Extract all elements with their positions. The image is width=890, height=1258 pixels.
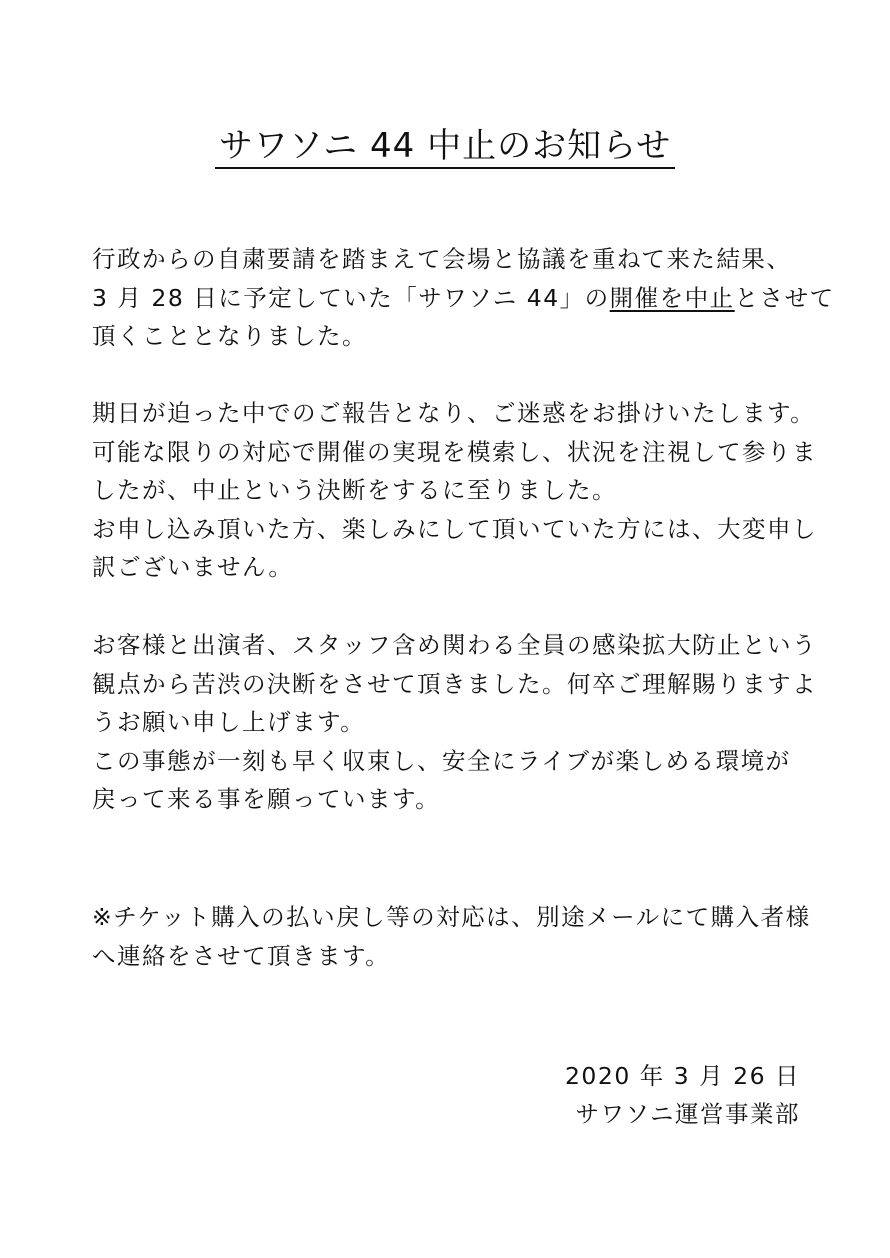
notice-title <box>0 122 890 170</box>
paragraph-line: 行政からの自粛要請を踏まえて会場と協議を重ねて来た結果、 <box>92 245 792 273</box>
signature-organization: サワソニ運営事業部 <box>575 1100 800 1128</box>
paragraph-line: ※チケット購入の払い戻し等の対応は、別途メールにて購入者様 <box>92 903 811 931</box>
paragraph-line: 訳ございません。 <box>92 553 294 581</box>
refund-note <box>92 898 832 975</box>
paragraph-apology <box>92 394 832 587</box>
paragraph-reason <box>92 626 832 819</box>
paragraph-line: 頂くこととなりました。 <box>92 322 367 350</box>
line-segment: 3 月 28 日に予定していた「サワソニ 44」の <box>92 283 610 312</box>
underlined-cancellation-text: 開催を中止 <box>609 283 735 312</box>
paragraph-line: 可能な限りの対応で開催の実現を模索し、状況を注視して参りま <box>92 437 817 466</box>
paragraph-line: へ連絡をさせて頂きます。 <box>92 941 391 970</box>
paragraph-line: うお願い申し上げます。 <box>92 708 366 736</box>
paragraph-cancellation-decision <box>92 240 835 356</box>
paragraph-line: 観点から苦渋の決断をさせて頂きました。何卒ご理解賜りますよ <box>92 669 817 698</box>
paragraph-line <box>92 279 835 318</box>
paragraph-line: 戻って来る事を願っています。 <box>92 785 441 813</box>
paragraph-line: お申し込み頂いた方、楽しみにして頂いていた方には、大変申し <box>92 514 817 543</box>
signature-date: 2020 年 3 月 26 日 <box>564 1062 800 1090</box>
paragraph-line: この事態が一刻も早く収束し、安全にライブが楽しめる環境が <box>92 746 791 775</box>
line-segment: とさせて <box>734 283 835 312</box>
notice-title-text: サワソニ 44 中止のお知らせ <box>215 126 675 169</box>
paragraph-line: お客様と出演者、スタッフ含め関わる全員の感染拡大防止という <box>92 631 817 659</box>
paragraph-line: 期日が迫った中でのご報告となり、ご迷惑をお掛けいたします。 <box>92 399 816 427</box>
paragraph-line: したが、中止という決断をするに至りました。 <box>92 476 617 504</box>
